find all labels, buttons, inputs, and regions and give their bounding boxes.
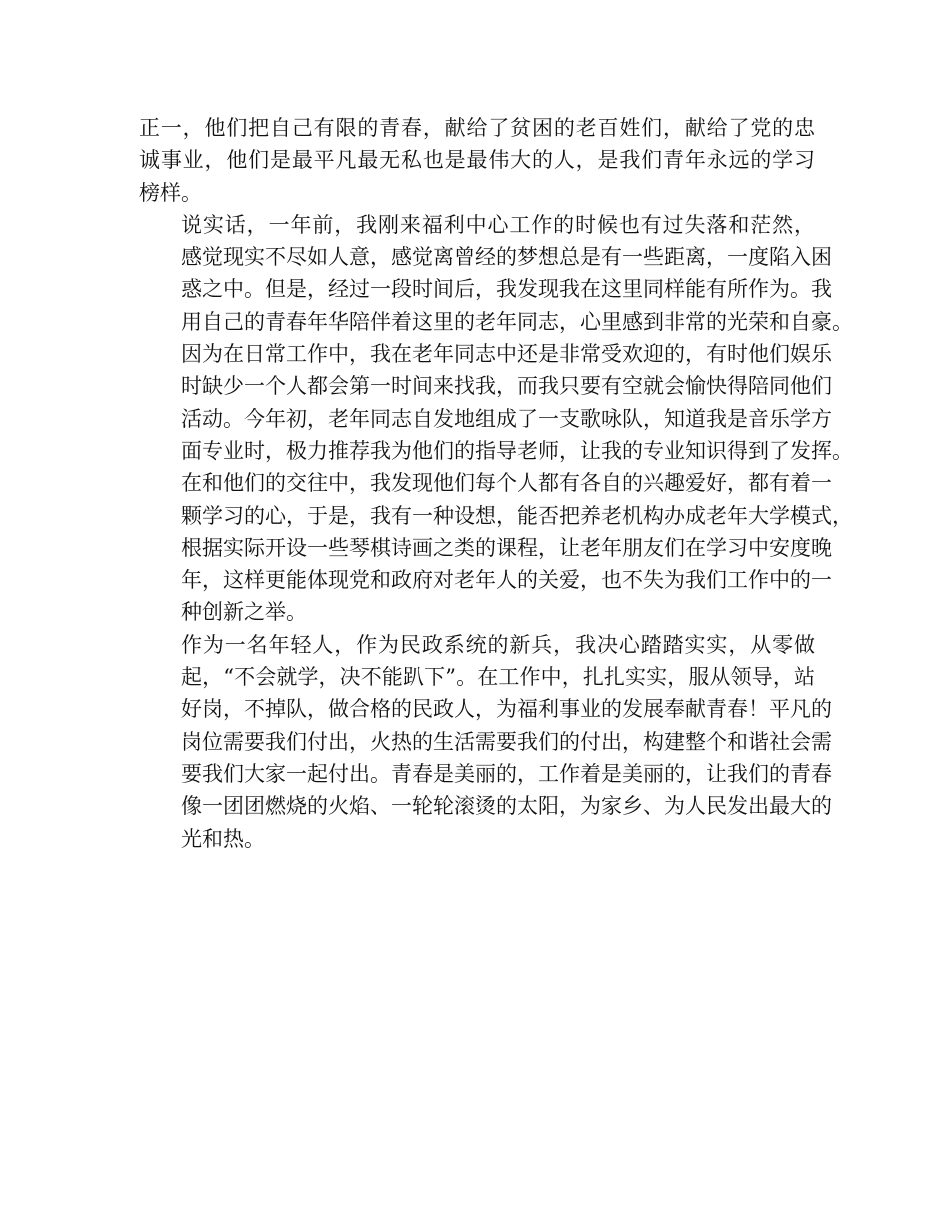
text-line: 面专业时，极力推荐我为他们的指导老师，让我的专业知识得到了发挥。 [181, 438, 853, 463]
text-line: 在和他们的交往中，我发现他们每个人都有各自的兴趣爱好，都有着一 [181, 471, 832, 496]
text-line: 像一团团燃烧的火焰、一轮轮滚烫的太阳，为家乡、为人民发出最大的 [181, 794, 832, 819]
text-line: 诚事业，他们是最平凡最无私也是最伟大的人，是我们青年永远的学习 [139, 148, 815, 173]
document-body [139, 112, 853, 855]
text-line: 惑之中。但是，经过一段时间后，我发现我在这里同样能有所作为。我 [181, 277, 832, 302]
text-line: 正一，他们把自己有限的青春，献给了贫困的老百姓们，献给了党的忠 [139, 116, 815, 140]
text-line: 作为一名年轻人，作为民政系统的新兵，我决心踏踏实实，从零做 [181, 632, 815, 657]
paragraph-2 [139, 209, 853, 629]
text-line: 要我们大家一起付出。青春是美丽的，工作着是美丽的，让我们的青春 [181, 761, 832, 786]
text-line: 好岗，不掉队，做合格的民政人，为福利事业的发展奉献青春！平凡的 [181, 697, 832, 722]
text-line: 起，“不会就学，决不能趴下”。在工作中，扎扎实实，服从领导，站 [181, 665, 815, 690]
paragraph-1 [139, 112, 815, 209]
text-line: 光和热。 [181, 826, 265, 851]
text-line: 根据实际开设一些琴棋诗画之类的课程，让老年朋友们在学习中安度晚 [181, 535, 832, 560]
paragraph-3 [139, 629, 832, 855]
text-line: 年，这样更能体现党和政府对老年人的关爱，也不失为我们工作中的一 [181, 568, 832, 593]
text-line: 颗学习的心，于是，我有一种设想，能否把养老机构办成老年大学模式， [181, 503, 853, 528]
text-line: 时缺少一个人都会第一时间来找我，而我只要有空就会愉快得陪同他们 [181, 374, 832, 399]
text-line: 说实话，一年前，我刚来福利中心工作的时候也有过失落和茫然， [181, 212, 815, 237]
text-line: 用自己的青春年华陪伴着这里的老年同志，心里感到非常的光荣和自豪。 [181, 309, 853, 334]
text-line: 岗位需要我们付出，火热的生活需要我们的付出，构建整个和谐社会需 [181, 729, 832, 754]
text-line: 活动。今年初，老年同志自发地组成了一支歌咏队，知道我是音乐学方 [181, 406, 832, 431]
text-line: 感觉现实不尽如人意，感觉离曾经的梦想总是有一些距离，一度陷入困 [181, 245, 832, 270]
text-line: 因为在日常工作中，我在老年同志中还是非常受欢迎的，有时他们娱乐 [181, 342, 832, 367]
text-line: 榜样。 [139, 180, 202, 205]
text-line: 种创新之举。 [181, 600, 307, 625]
